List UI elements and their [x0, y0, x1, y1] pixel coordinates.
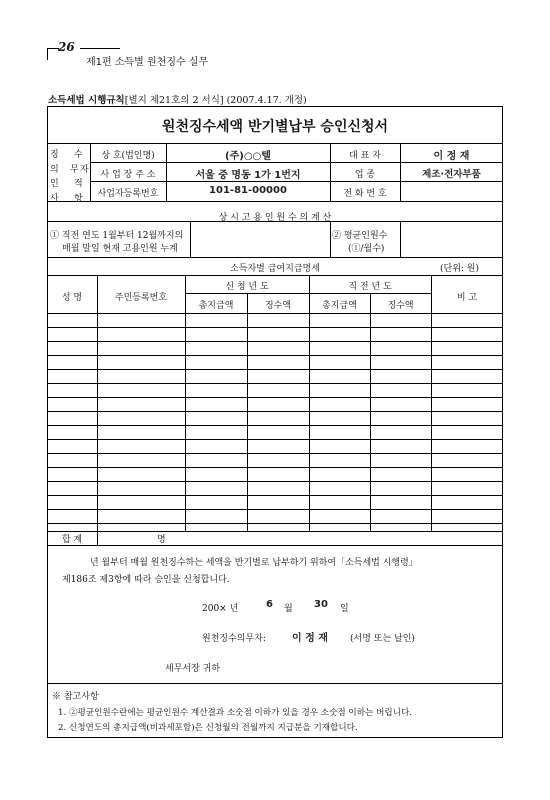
grid-line [47, 467, 503, 468]
grid-line [47, 397, 503, 398]
grid-line [309, 275, 310, 531]
withholder-label-char: 사 [50, 194, 59, 204]
bizno-value: 101-81-00000 [209, 185, 287, 196]
form-reference-detail: [별지 제21호의 2 서식] (2007.4.17. 개정) [124, 95, 307, 106]
grid-line [431, 275, 432, 531]
company-name-label: 상 호(법인명) [101, 151, 155, 161]
bizno-label: 사업자등록번호 [97, 189, 159, 199]
form-title: 원천징수세액 반기별납부 승인신청서 [161, 119, 389, 135]
average-employees-label: ② 평균인원수 [332, 231, 388, 241]
grid-line [47, 545, 503, 546]
header-rule [80, 48, 120, 49]
grid-line [47, 425, 503, 426]
grid-line [47, 411, 503, 412]
grid-line [47, 683, 503, 684]
withholder-label-char: 항 [74, 194, 83, 204]
section-title: 제1편 소득별 원천징수 실무 [86, 57, 209, 68]
representative-value: 이 정 재 [433, 151, 470, 162]
employee-cumulative-label-2: 매월 말일 현재 고용인원 누계 [62, 244, 178, 254]
grid-line [190, 221, 191, 257]
header-rule [47, 48, 48, 60]
grid-line [330, 221, 331, 257]
col-rrn-header: 주민등록번호 [114, 293, 168, 303]
address-value: 서울 중 명동 1가 1번지 [195, 170, 301, 181]
col-name-header: 성 명 [61, 293, 83, 303]
grid-line [47, 341, 503, 342]
col-apply-year-header: 신 청 년 도 [225, 282, 269, 292]
grid-line [47, 495, 503, 496]
grid-line [47, 523, 503, 524]
form-reference [48, 92, 307, 106]
col-remark-header: 비 고 [456, 293, 478, 303]
withholder-label-char: 징 [50, 150, 59, 160]
industry-label: 업 종 [354, 170, 376, 180]
grid-line [47, 327, 503, 328]
grid-line [47, 453, 503, 454]
col-apply-total-pay: 총지급액 [198, 301, 234, 311]
applicant-sign-note: (서명 또는 날인) [350, 634, 415, 644]
date-day-unit: 일 [340, 604, 349, 614]
grid-line [47, 313, 503, 314]
note-2: 2. 신청연도의 총지급액(비과세포함)은 신청월의 전월까지 지급분을 기재합니다. [58, 723, 358, 733]
pay-table-header: 소득자별 급여지급명세 [230, 264, 320, 274]
grid-line [97, 531, 98, 545]
col-prev-tax: 징수액 [387, 301, 414, 311]
grid-line [185, 275, 186, 531]
date-day: 30 [314, 599, 328, 610]
grid-line [90, 181, 503, 182]
col-apply-tax: 징수액 [264, 301, 292, 311]
grid-line [185, 293, 431, 294]
grid-line [47, 275, 503, 276]
representative-label: 대 표 자 [349, 151, 381, 161]
form-reference-law: 소득세법 시행규칙 [48, 95, 125, 106]
date-month-unit: 월 [284, 604, 293, 614]
address-label: 사 업 장 주 소 [100, 170, 156, 180]
withholder-label-char: 의 [50, 165, 59, 175]
grid-line [47, 143, 503, 144]
industry-value: 제조·전자부품 [422, 169, 481, 180]
grid-line [90, 162, 503, 163]
applicant-value: 이 정 재 [292, 633, 328, 644]
statement-line-2: 제186조 제3항에 따라 승인을 신청합니다. [62, 575, 230, 585]
grid-line [97, 275, 98, 531]
statement-line-1: 년 월부터 매월 원천징수하는 세액을 반기별로 납부하기 위하여「소득세법 시행령」 [90, 558, 418, 568]
page-number: 26 [58, 40, 75, 54]
grid-line [47, 439, 503, 440]
phone-label: 전 화 번 호 [343, 189, 387, 199]
header-rule [47, 48, 59, 49]
unit-label: (단위: 원) [440, 264, 479, 274]
col-prev-year-header: 직 전 년 도 [348, 282, 392, 292]
grid-line [47, 355, 503, 356]
withholder-label-char: 수 [74, 150, 83, 160]
grid-line [47, 201, 503, 202]
col-prev-total-pay: 총지급액 [322, 301, 357, 311]
grid-line [47, 509, 503, 510]
withholder-label-char: 자 [80, 165, 89, 175]
applicant-label: 원천징수의무자: [202, 634, 266, 644]
grid-line [47, 481, 503, 482]
date-year: 200× 년 [202, 604, 239, 614]
withholder-label-char: 인 [50, 179, 59, 189]
employee-cumulative-label-1: ① 직전 연도 1월부터 12월까지의 [50, 231, 184, 241]
total-label: 합 계 [61, 535, 83, 545]
grid-line [47, 369, 503, 370]
withholder-label-char: 적 [74, 179, 83, 189]
grid-line [47, 531, 503, 532]
grid-line [47, 257, 503, 258]
note-1: 1. ②평균인원수란에는 평균인원수 계산결과 소숫점 이하가 있을 경우 소숫점 이하는 버립니다. [58, 708, 413, 718]
average-employees-formula: (①/월수) [348, 244, 385, 254]
notes-title: ※ 참고사항 [52, 692, 99, 702]
date-month: 6 [266, 599, 273, 610]
company-name-value: (주)○○텔 [225, 151, 271, 162]
employee-calc-header: 상 시 고 용 인 원 수 의 계 산 [218, 213, 332, 223]
withholder-label-char: 무 [70, 165, 79, 175]
grid-line [47, 383, 503, 384]
addressee: 세무서장 귀하 [165, 664, 221, 674]
grid-line [400, 221, 401, 257]
total-unit: 명 [157, 535, 166, 545]
